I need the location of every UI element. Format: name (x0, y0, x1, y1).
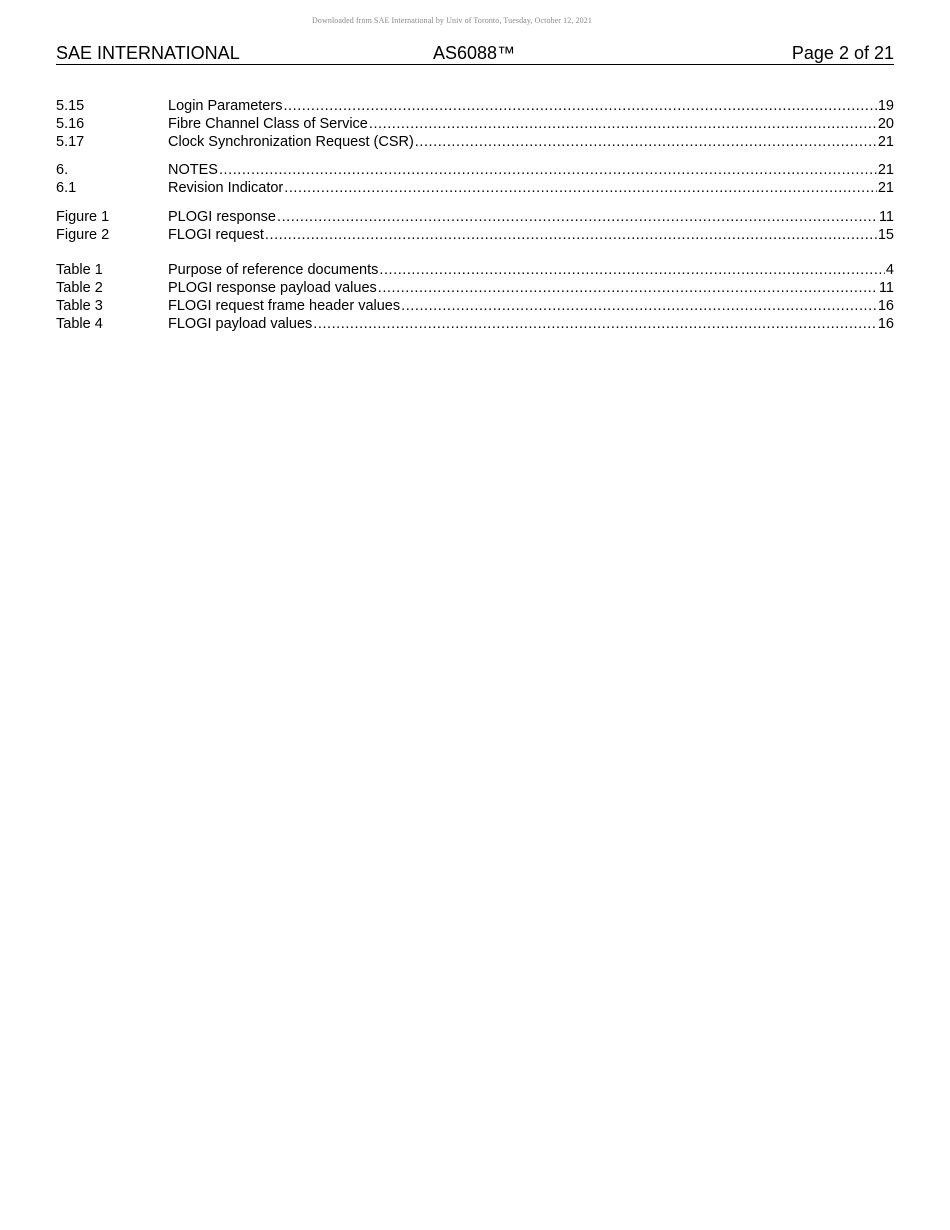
toc-entry[interactable] (56, 179, 894, 197)
toc-entry-number: Table 3 (56, 298, 103, 314)
dot-leader (277, 208, 878, 226)
toc-entry-number: Table 1 (56, 262, 103, 278)
toc-entry-title: FLOGI request frame header values (168, 298, 401, 314)
download-watermark: Downloaded from SAE International by Univ of Toronto, Tuesday, October 12, 2021 (312, 16, 592, 25)
toc-entry-title: Fibre Channel Class of Service (168, 116, 368, 132)
toc-entry-title: Clock Synchronization Request (CSR) (168, 134, 414, 150)
page-header (56, 43, 894, 65)
toc-entry[interactable] (56, 315, 894, 333)
toc-entry[interactable] (56, 279, 894, 297)
dot-leader (379, 261, 885, 279)
toc-entry[interactable] (56, 161, 894, 179)
toc-group-sections-5 (56, 97, 894, 151)
toc-entry-number: Table 4 (56, 316, 103, 332)
dot-leader (284, 179, 877, 197)
organization-name: SAE INTERNATIONAL (56, 43, 240, 63)
toc-entry-number: 6. (56, 162, 69, 178)
document-number: AS6088™ (433, 43, 516, 63)
dot-leader (369, 115, 877, 133)
toc-entry-number: Table 2 (56, 280, 103, 296)
toc-entry-number: Figure 1 (56, 209, 110, 225)
dot-leader (219, 161, 877, 179)
toc-entry-title: NOTES (168, 162, 218, 178)
toc-entry[interactable] (56, 226, 894, 244)
toc-entry-page: 4 (885, 262, 894, 278)
page-number: Page 2 of 21 (791, 43, 894, 63)
toc-group-tables (56, 261, 894, 333)
toc-entry-page: 21 (877, 134, 894, 150)
toc-entry-title: PLOGI response (168, 209, 276, 225)
toc-group-figures (56, 208, 894, 244)
toc-entry-number: 5.15 (56, 98, 85, 114)
dot-leader (283, 97, 876, 115)
toc-entry-page: 16 (877, 298, 894, 314)
toc-entry-page: 20 (877, 116, 894, 132)
toc-entry-page: 21 (877, 180, 894, 196)
dot-leader (378, 279, 878, 297)
toc-entry-title: FLOGI request (168, 227, 264, 243)
table-of-contents (56, 97, 894, 343)
toc-entry-page: 15 (877, 227, 894, 243)
toc-entry-number: 5.16 (56, 116, 85, 132)
toc-entry[interactable] (56, 297, 894, 315)
toc-entry[interactable] (56, 261, 894, 279)
toc-entry[interactable] (56, 208, 894, 226)
toc-entry[interactable] (56, 115, 894, 133)
toc-entry-page: 19 (877, 98, 894, 114)
toc-entry-page: 11 (878, 280, 894, 296)
toc-entry[interactable] (56, 133, 894, 151)
toc-entry-number: Figure 2 (56, 227, 110, 243)
dot-leader (401, 297, 877, 315)
toc-entry-title: Purpose of reference documents (168, 262, 379, 278)
toc-entry-title: FLOGI payload values (168, 316, 313, 332)
toc-entry-title: Revision Indicator (168, 180, 284, 196)
dot-leader (415, 133, 877, 151)
dot-leader (265, 226, 877, 244)
toc-entry-page: 11 (878, 209, 894, 225)
toc-entry[interactable] (56, 97, 894, 115)
toc-entry-title: PLOGI response payload values (168, 280, 377, 296)
toc-entry-title: Login Parameters (168, 98, 283, 114)
dot-leader (313, 315, 877, 333)
toc-entry-page: 21 (877, 162, 894, 178)
toc-entry-page: 16 (877, 316, 894, 332)
toc-entry-number: 5.17 (56, 134, 85, 150)
toc-entry-number: 6.1 (56, 180, 77, 196)
toc-group-notes (56, 161, 894, 197)
